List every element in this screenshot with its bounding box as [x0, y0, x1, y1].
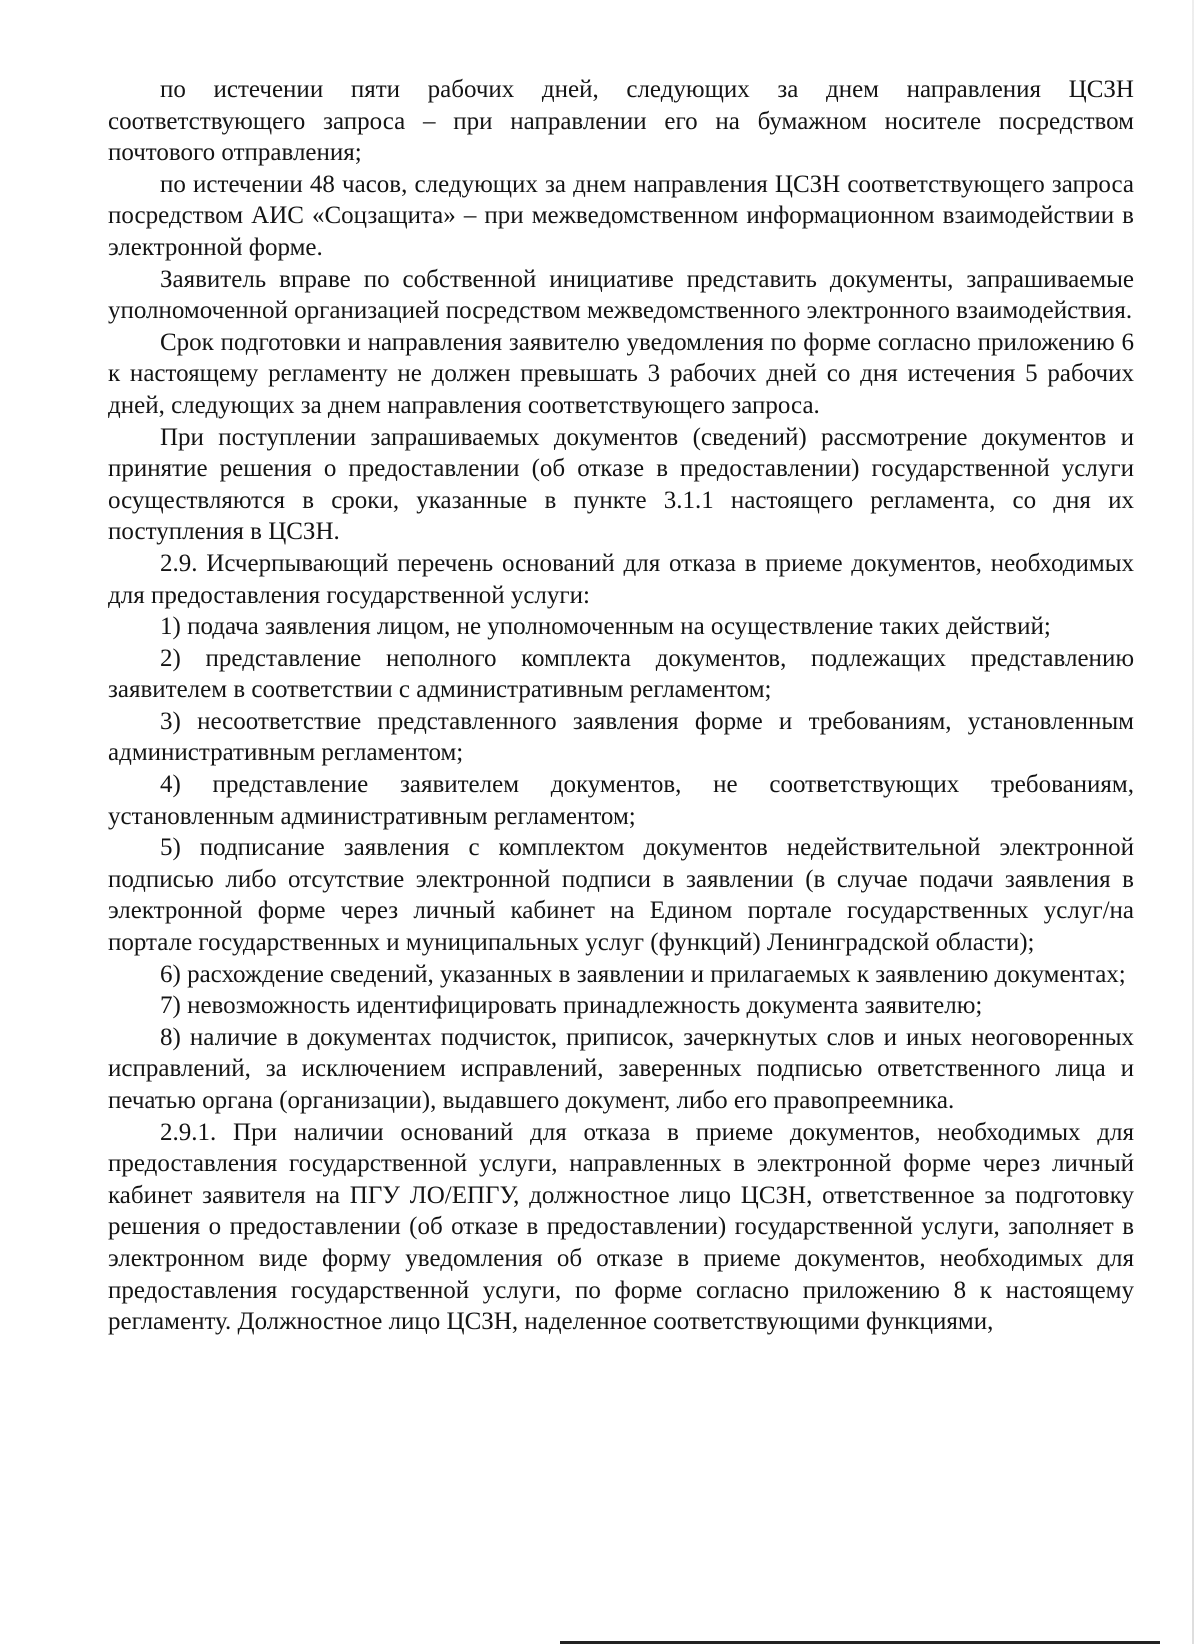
list-item-4: 4) представление заявителем документов, не соответствующих требованиям, установленным административным регламентом; — [108, 771, 1134, 830]
list-item-7: 7) невозможность идентифицировать принадлежность документа заявителю; — [160, 992, 983, 1020]
list-item-3: 3) несоответствие представленного заявления форме и требованиям, установленным административным регламентом; — [108, 707, 1134, 767]
section-2-9-1-paragraph: 2.9.1. При наличии оснований для отказа в приеме документов, необходимых для предоставления государственной услуги, направленных в электронной форме через личный кабинет заявителя на ПГУ ЛО/ЕПГУ, должностное лицо ЦСЗН, ответственное за подготовку решения о предоставлении (об отказе в предоставлении) государственной услуги, заполняет в электронном виде форму уведомления об отказе в приеме документов, необходимых для предоставления государственной услуги, по форме согласно приложению 8 к настоящему регламенту. Должностное лицо ЦСЗН, наделенное соответствующими функциями, — [108, 1118, 1134, 1336]
list-item-6: 6) расхождение сведений, указанных в заявлении и прилагаемых к заявлению документах; — [160, 960, 1126, 988]
paragraph-1: по истечении пяти рабочих дней, следующих за днем направления ЦСЗН соответствующего запроса – при направлении его на бумажном носителе посредством почтового отправления; — [108, 76, 1134, 167]
section-2-9-heading: 2.9. Исчерпывающий перечень оснований для отказа в приеме документов, необходимых для предоставления государственной услуги: — [108, 549, 1134, 609]
paragraph-2: по истечении 48 часов, следующих за днем направления ЦСЗН соответствующего запроса посредством АИС «Соцзащита» – при межведомственном информационном взаимодействии в электронной форме. — [108, 170, 1134, 261]
paragraph-4: Срок подготовки и направления заявителю уведомления по форме согласно приложению 6 к настоящему регламенту не должен превышать 3 рабочих дней со дня истечения 5 рабочих дней, следующих за днем направления соответствующего запроса. — [108, 328, 1134, 419]
list-item-8: 8) наличие в документах подчисток, приписок, зачеркнутых слов и иных неоговоренных исправлений, за исключением исправлений, заверенных подписью ответственного лица и печатью органа (организации), выдавшего документ, либо его правопреемника. — [108, 1023, 1134, 1114]
paragraph-3: Заявитель вправе по собственной инициативе представить документы, запрашиваемые уполномоченной организацией посредством межведомственного электронного взаимодействия. — [108, 265, 1134, 325]
paragraph-5: При поступлении запрашиваемых документов (сведений) рассмотрение документов и принятие решения о предоставлении (об отказе в предоставлении) государственной услуги осуществляются в сроки, указанные в пункте 3.1.1 настоящего регламента, со дня их поступления в ЦСЗН. — [108, 423, 1134, 546]
scan-edge-shadow — [1192, 0, 1194, 1644]
list-item-1: 1) подача заявления лицом, не уполномоченным на осуществление таких действий; — [160, 613, 1051, 641]
document-page — [108, 74, 1134, 1338]
list-item-5: 5) подписание заявления с комплектом документов недействительной электронной подписью либо отсутствие электронной подписи в заявлении (в случае подачи заявления в электронной форме через личный кабинет на Едином портале государственных услуг/на портале государственных и муниципальных услуг (функций) Ленинградской области); — [108, 834, 1134, 957]
list-item-2: 2) представление неполного комплекта документов, подлежащих представлению заявителем в соответствии с административным регламентом; — [108, 644, 1134, 704]
